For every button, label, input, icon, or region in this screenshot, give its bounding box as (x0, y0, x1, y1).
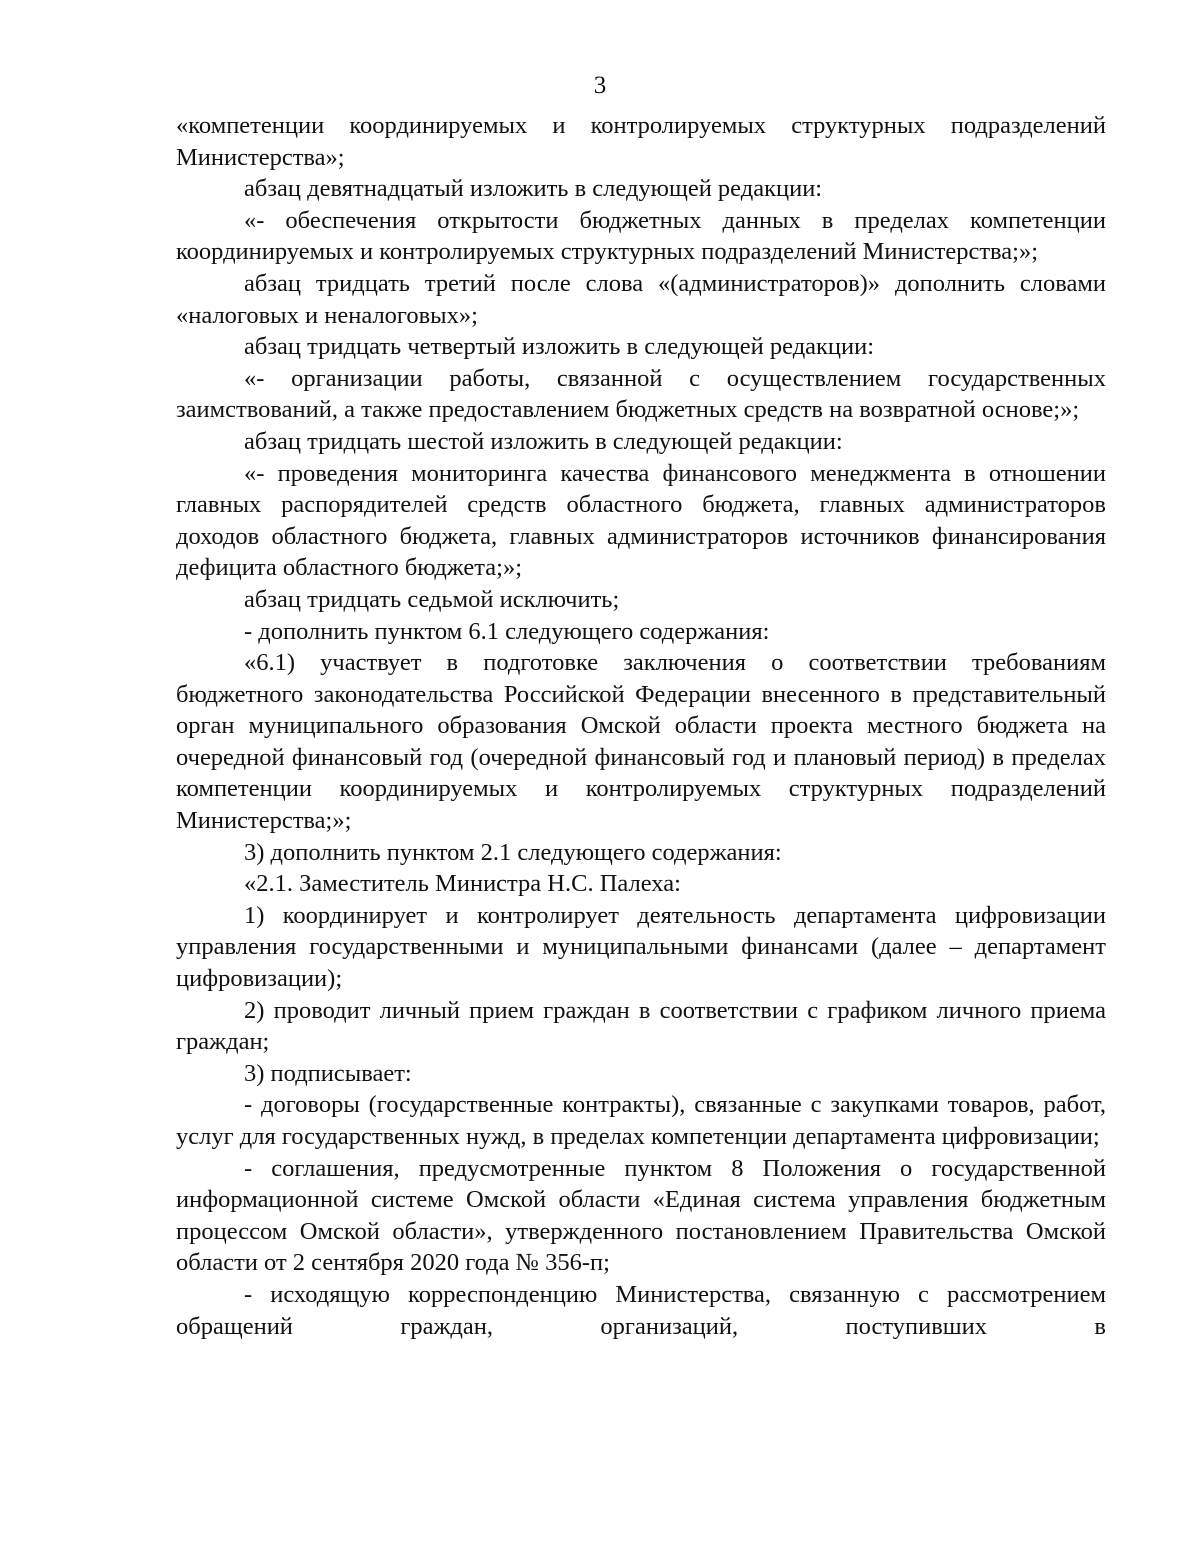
paragraph: 2) проводит личный прием граждан в соответствии с графиком личного приема граждан; (176, 996, 1106, 1056)
paragraph: - соглашения, предусмотренные пунктом 8 Положения о государственной информационной системе Омской области «Единая система управления бюджетным процессом Омской области», утвержденного постановлением Правительства Омской области от 2 сентября 2020 года № 356-п; (176, 1154, 1106, 1277)
page-number: 3 (593, 72, 607, 99)
paragraph: абзац тридцать седьмой исключить; (244, 585, 620, 613)
paragraph: «2.1. Заместитель Министра Н.С. Палеха: (244, 870, 681, 898)
paragraph: абзац тридцать четвертый изложить в следующей редакции: (244, 333, 875, 361)
paragraph: - договоры (государственные контракты), связанные с закупками товаров, работ, услуг для государственных нужд, в пределах компетенции департамента цифровизации; (176, 1091, 1106, 1150)
paragraph-truncated: - исходящую корреспонденцию Министерства, связанную с рассмотрением обращений граждан, организаций, поступивших в (176, 1280, 1106, 1340)
document-body (176, 110, 1106, 1342)
paragraph: «- организации работы, связанной с осуществлением государственных заимствований, а также предоставлением бюджетных средств на возвратной основе;»; (176, 364, 1106, 424)
paragraph: - дополнить пунктом 6.1 следующего содержания: (244, 617, 770, 645)
paragraph: абзац тридцать шестой изложить в следующей редакции: (244, 427, 843, 455)
paragraph-continuation: «компетенции координируемых и контролируемых структурных подразделений Министерства»; (176, 112, 1106, 171)
paragraph: 1) координирует и контролирует деятельность департамента цифровизации управления государственными и муниципальными финансами (далее – департамент цифровизации); (176, 901, 1106, 993)
paragraph: «- проведения мониторинга качества финансового менеджмента в отношении главных распорядителей средств областного бюджета, главных администраторов доходов областного бюджета, главных администраторов источников финансирования дефицита областного бюджета;»; (176, 459, 1106, 582)
paragraph: «- обеспечения открытости бюджетных данных в пределах компетенции координируемых и контролируемых структурных подразделений Министерства;»; (176, 206, 1106, 266)
paragraph: абзац тридцать третий после слова «(администраторов)» дополнить словами «налоговых и неналоговых»; (176, 269, 1106, 329)
paragraph: 3) подписывает: (244, 1059, 412, 1087)
paragraph: абзац девятнадцатый изложить в следующей редакции: (244, 175, 823, 203)
paragraph: «6.1) участвует в подготовке заключения о соответствии требованиям бюджетного законодательства Российской Федерации внесенного в представительный орган муниципального образования Омской области проекта местного бюджета на очередной финансовый год (очередной финансовый год и плановый период) в пределах компетенции координируемых и контролируемых структурных подразделений Министерства;»; (176, 649, 1106, 835)
paragraph: 3) дополнить пунктом 2.1 следующего содержания: (244, 838, 782, 866)
